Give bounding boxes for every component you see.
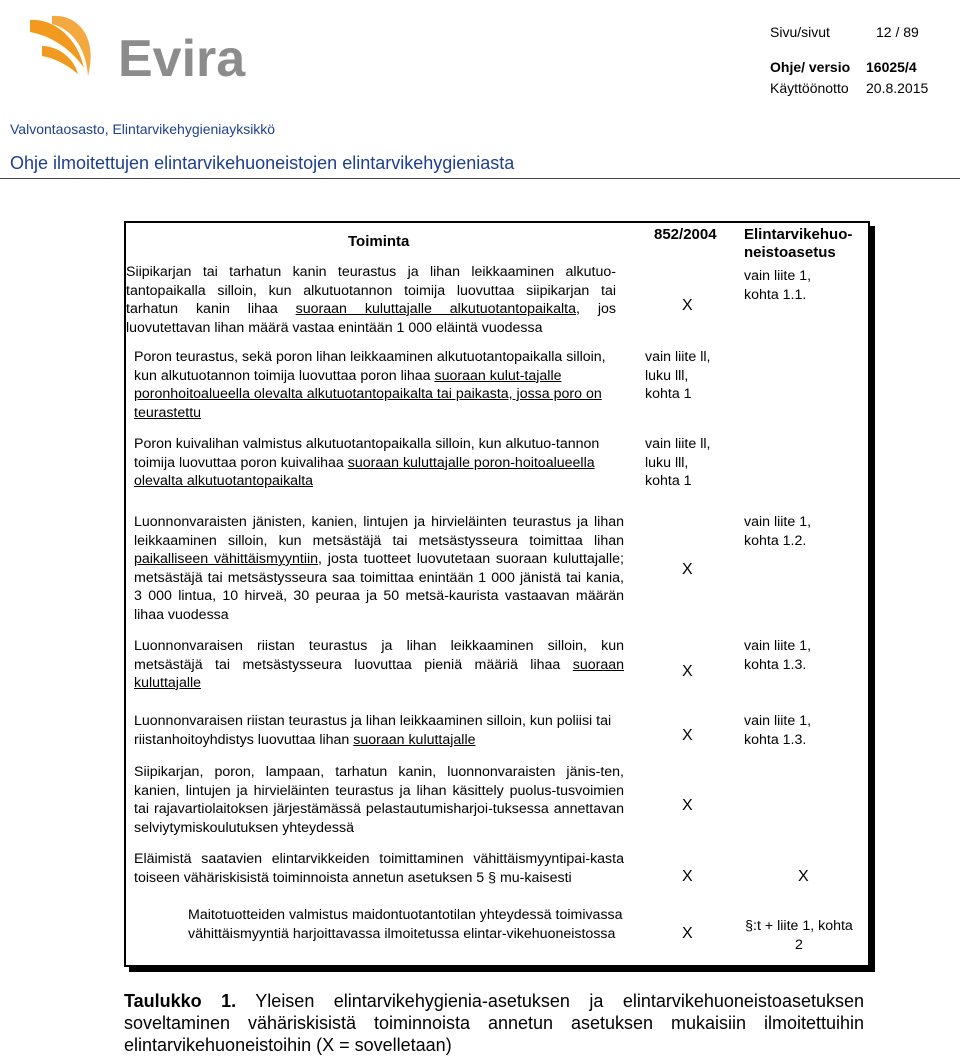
decree-cell: vain liite 1, kohta 1.3. xyxy=(744,713,812,748)
decree-cell: vain liite 1, kohta 1.3. xyxy=(744,638,812,673)
decree-cell: X xyxy=(798,868,809,885)
intro-value: 20.8.2015 xyxy=(866,80,929,96)
regulation-cell: X xyxy=(682,297,693,314)
version-label: Ohje/ versio xyxy=(770,59,851,75)
evira-logo xyxy=(22,10,252,90)
document-title: Ohje ilmoitettujen elintarvikehuoneistojen elintarvikehygieniasta xyxy=(10,153,515,173)
table-caption xyxy=(124,990,864,1056)
page-value: 12 / 89 xyxy=(876,24,919,40)
column-header-activity: Toiminta xyxy=(348,233,410,250)
regulation-cell: vain liite ll, luku lll, kohta 1 xyxy=(645,349,711,402)
caption-label: Taulukko 1. xyxy=(124,991,237,1011)
decree-cell: vain liite 1, kohta 1.1. xyxy=(744,268,812,303)
regulation-cell: X xyxy=(682,663,693,680)
activity-cell: Poron kuivalihan valmistus alkutuotantopaikalla silloin, kun alkutuo-tannon toimija luovuttaa poron kuivalihaa suoraan kuluttajalle poron-hoitoalueella olevalta alkutuotantopaikalta xyxy=(134,436,600,489)
regulation-cell: X xyxy=(682,561,693,578)
department: Valvontaosasto, Elintarvikehygieniayksikkö xyxy=(10,121,276,137)
version-value: 16025/4 xyxy=(866,59,917,75)
activity-cell: Poron teurastus, sekä poron lihan leikkaaminen alkutuotantopaikalla silloin, kun alkutuotannon toimija luovuttaa poron lihaa suoraan kulut-tajalle poronhoitoalueella olevalta alkutuotantopaikalta tai paikasta, jossa poro on teurastettu xyxy=(134,349,606,421)
page-label: Sivu/sivut xyxy=(770,24,830,40)
activity-cell: Luonnonvaraisten jänisten, kanien, lintujen ja hirvieläinten teurastus ja lihan leikkaaminen silloin, kun metsästäjä tai metsästysseura toimittaa lihan paikalliseen vähittäismyyntiin, josta tuotteet luovutetaan suoraan kuluttajalle; metsästäjä tai metsästysseura saa toimittaa enintään 1 000 jänistä tai kania, 3 000 lintua, 10 hirveä, 30 peuraa ja 50 metsä-kaurista vastaavan määrän lihaa vuodessa xyxy=(134,514,624,623)
intro-label: Käyttöönotto xyxy=(770,80,849,96)
activity-cell: Luonnonvaraisen riistan teurastus ja lihan leikkaaminen silloin, kun metsästäjä tai metsästysseura luovuttaa pieniä määriä lihaa suoraan kuluttajalle xyxy=(134,638,624,691)
activity-cell: Maitotuotteiden valmistus maidontuotantotilan yhteydessä toimivassa vähittäismyyntiä harjoittavassa ilmoitetussa elintar-vikehuoneistossa xyxy=(188,907,623,942)
regulation-cell: X xyxy=(682,727,693,744)
regulation-table xyxy=(124,221,870,967)
activity-cell: Luonnonvaraisen riistan teurastus ja lihan leikkaaminen silloin, kun poliisi tai riistanhoitoyhdistys luovuttaa lihan suoraan kuluttajalle xyxy=(134,713,612,748)
caption-text: Yleisen elintarvikehygienia-asetuksen ja elintarvikehuoneistoasetuksen soveltaminen vähäriskisistä toiminnoista annetun asetuksen mukaisiin ilmoitettuihin elintarvikehuoneistoihin (X = sovelletaan) xyxy=(124,991,864,1055)
decree-cell: vain liite 1, kohta 1.2. xyxy=(744,514,812,549)
regulation-cell: X xyxy=(682,868,693,885)
logo-text: Evira xyxy=(118,30,246,88)
regulation-cell: X xyxy=(682,925,693,942)
regulation-cell: vain liite ll, luku lll, kohta 1 xyxy=(645,436,711,489)
activity-cell: Siipikarjan tai tarhatun kanin teurastus ja lihan leikkaaminen alkutuo-tantopaikalla silloin, kun alkutuotannon toimija luovuttaa siipikarjan tai tarhatun kanin lihaa suoraan kuluttajalle alkutuotantopaikalta, jos luovutettavan lihan määrä vastaa enintään 1 000 eläintä vuodessa xyxy=(126,264,616,336)
activity-cell: Eläimistä saatavien elintarvikkeiden toimittaminen vähittäismyyntipai-kasta toiseen vähäriskisistä toiminnoista annetun asetuksen 5 § mu-kaisesti xyxy=(134,851,624,886)
header-divider xyxy=(0,178,960,179)
column-header-regulation: 852/2004 xyxy=(654,226,717,243)
regulation-cell: X xyxy=(682,797,693,814)
activity-cell: Siipikarjan, poron, lampaan, tarhatun kanin, luonnonvaraisten jänis-ten, kanien, lintujen ja hirvieläinten teurastus ja lihan käsittely puolus-tusvoimien tai rajavartiolaitoksen järjestämässä pelastautumisharjoi-tuksessa annettavan selviytymiskoulutuksen yhteydessä xyxy=(134,764,624,836)
decree-cell: §:t + liite 1, kohta 2 xyxy=(745,918,853,953)
column-header-decree: Elintarvikehuo-neistoasetus xyxy=(744,226,853,261)
